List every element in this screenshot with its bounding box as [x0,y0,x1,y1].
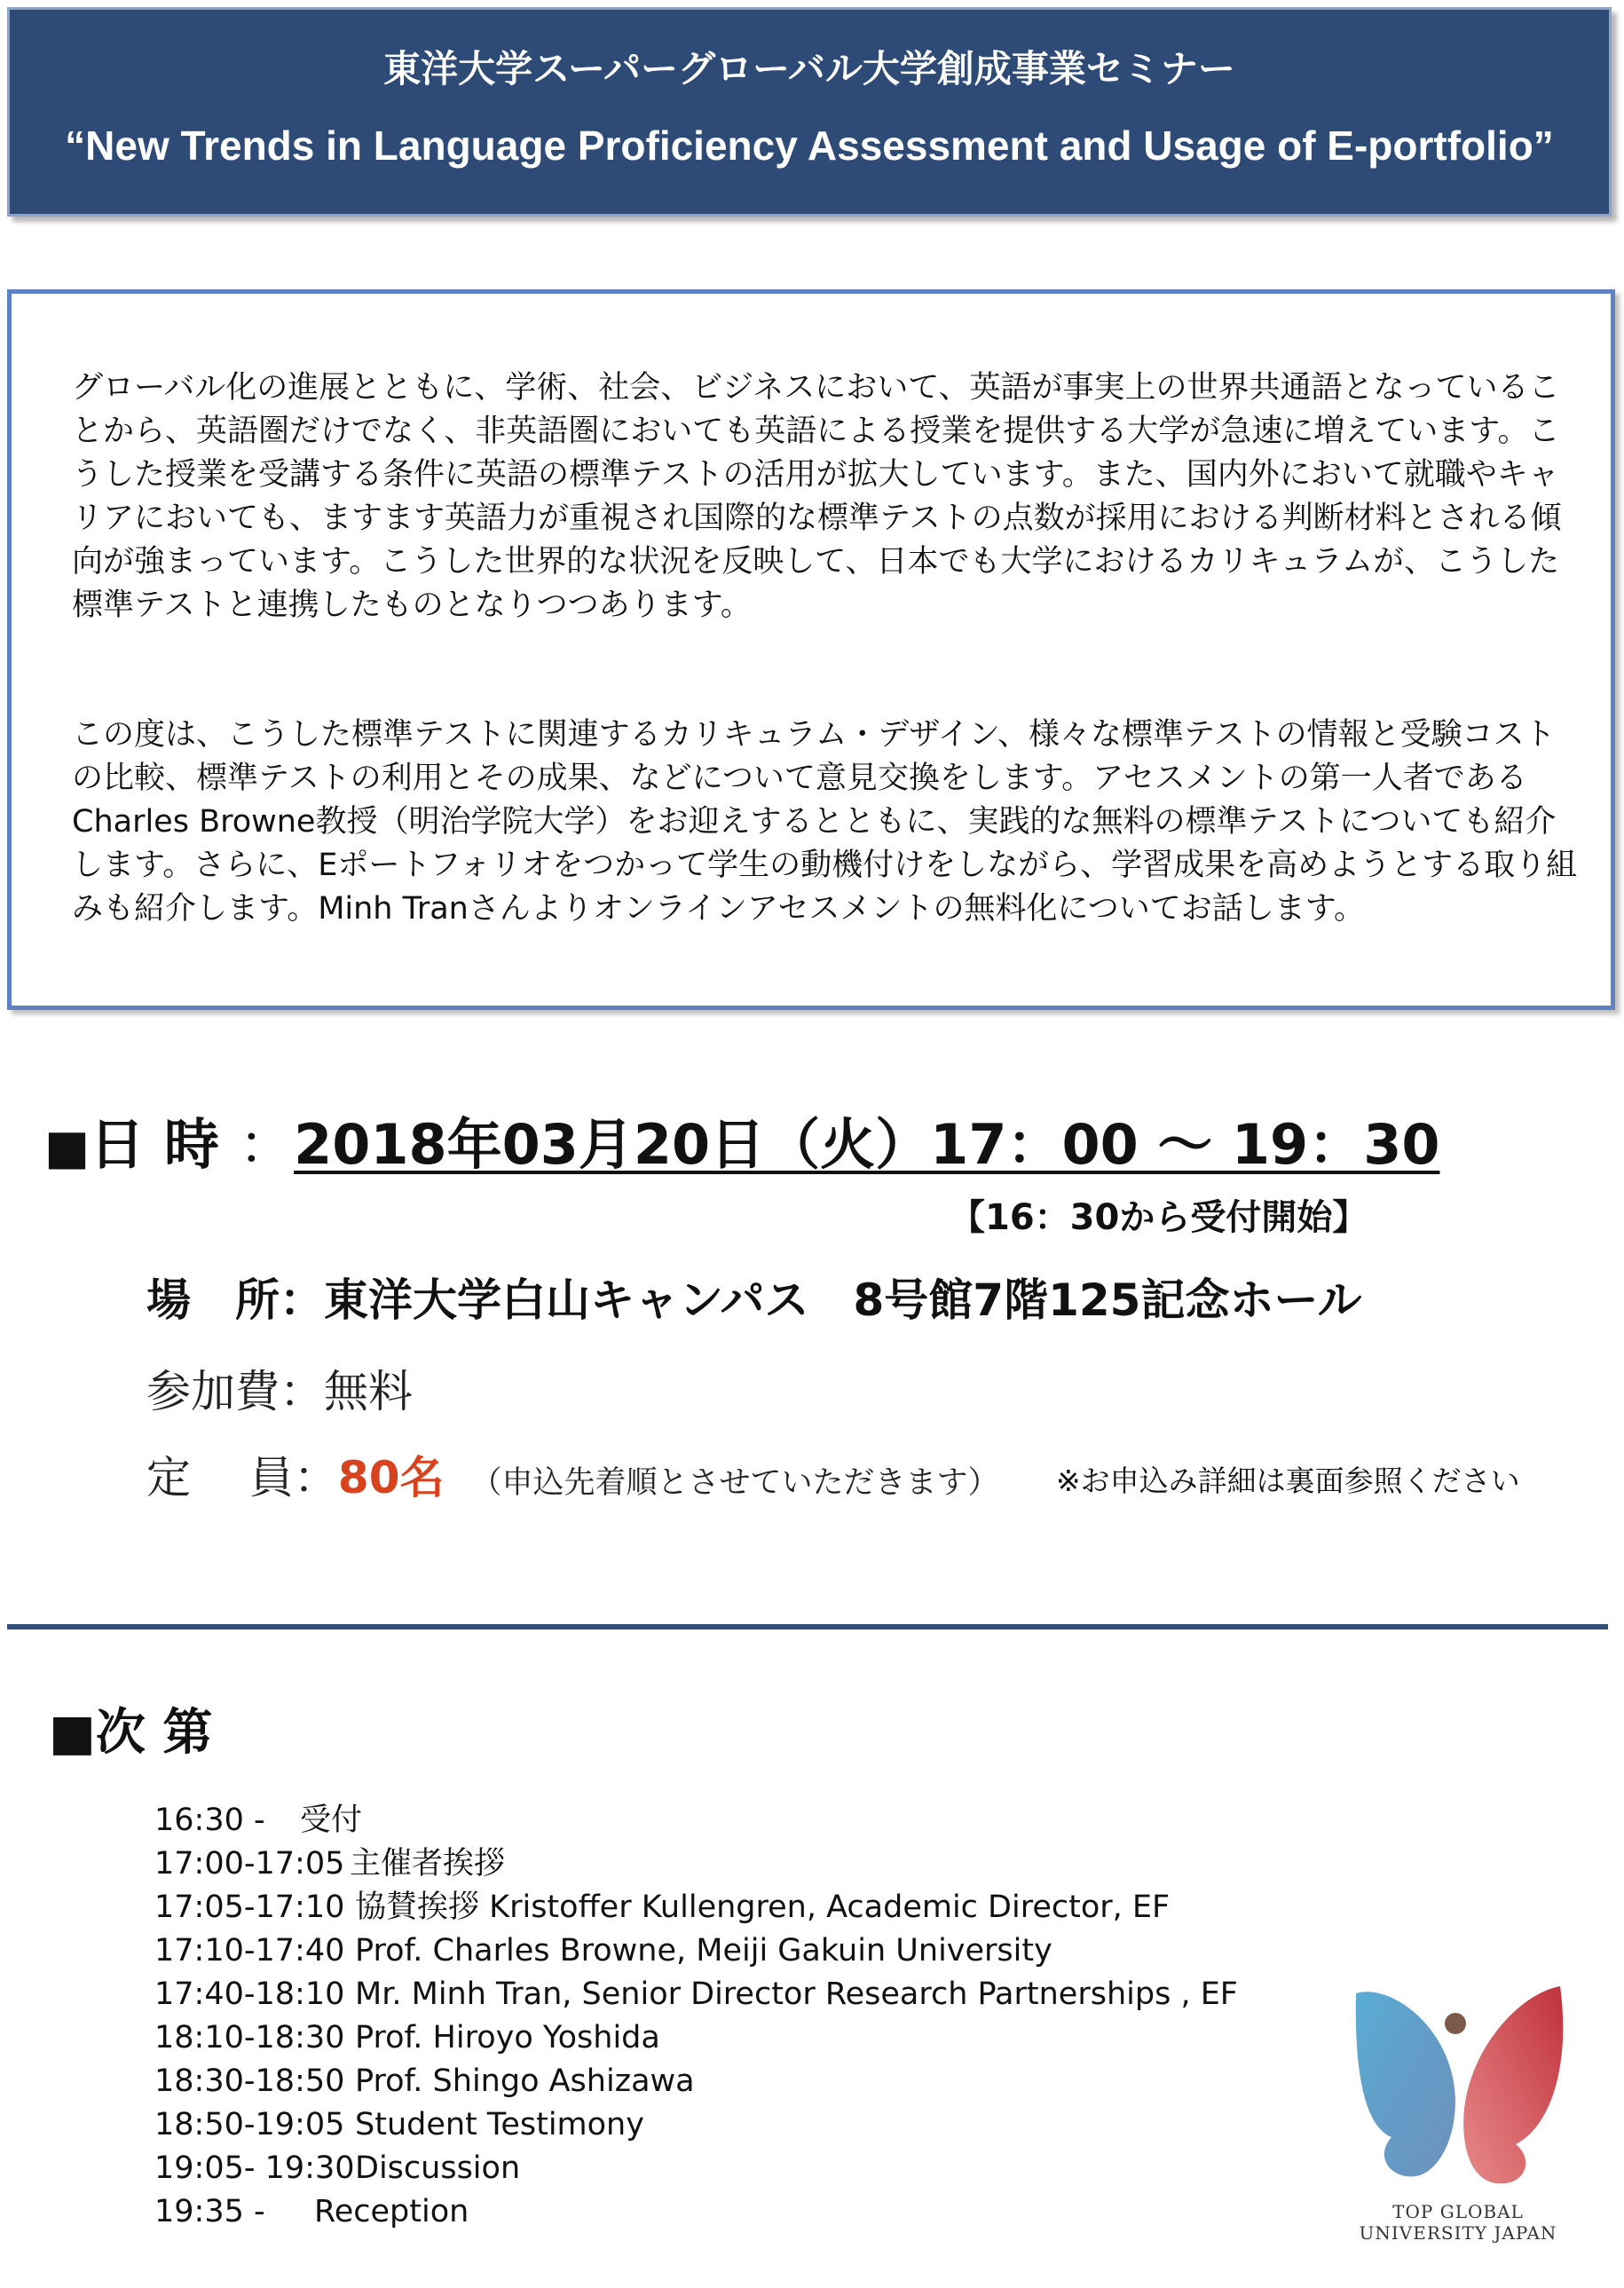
section-divider [7,1624,1608,1629]
schedule-item [154,1799,1308,1842]
schedule-time: 17:05-17:10 [154,1890,345,1925]
title-english: “New Trends in Language Proficiency Assessment and Usage of E-portfolio” [65,122,1554,169]
schedule-desc: 主催者挨拶 [350,1846,506,1882]
schedule-desc: Student Testimony [355,2107,644,2142]
intro-box [7,289,1615,1010]
schedule-item [154,2103,1308,2147]
top-global-university-logo [1338,1976,1578,2251]
schedule-time: 19:05- 19:30 [154,2150,355,2186]
venue-row [146,1265,1361,1329]
date-label: 日時 [90,1112,240,1177]
schedule-item [154,1973,1308,2016]
schedule-time: 16:30 - [154,1803,265,1838]
venue-value: 東洋大学白山キャンパス 8号館7階125記念ホール [324,1274,1362,1326]
bullet-square-icon: ■ [44,1119,91,1175]
schedule-desc: Prof. Hiroyo Yoshida [355,2020,660,2055]
schedule-item [154,2147,1308,2190]
schedule-item [154,2190,1308,2234]
schedule-time: 17:10-17:40 [154,1933,345,1968]
capacity-value: 80名 [337,1452,445,1503]
schedule-time: 18:30-18:50 [154,2063,345,2099]
butterfly-logo-icon [1338,1976,1578,2197]
logo-text-line2: UNIVERSITY JAPAN [1359,2222,1557,2244]
intro-paragraph-1: グローバル化の進展とともに、学術、社会、ビジネスにおいて、英語が事実上の世界共通語となっていることから、英語圏だけでなく、非英語圏においても英語による授業を提供する大学が急速に増えています。こうした授業を受講する条件に英語の標準テストの活用が拡大しています。また、国内外において就職やキャリアにおいても、ますます英語力が重視され国際的な標準テストの点数が採用における判断材料とされる傾向が強まっています。こうした世界的な状況を反映して、日本でも大学におけるカリキュラムが、こうした標準テストと連携したものとなりつつあります。 [72,370,1562,623]
schedule-desc: Discussion [355,2150,521,2186]
schedule-desc: 受付 [300,1803,363,1838]
detail-note: ※お申込み詳細は裏面参照ください [1056,1464,1520,1498]
schedule-desc: Prof. Shingo Ashizawa [355,2063,695,2099]
capacity-note: （申込先着順とさせていただきます） [470,1465,999,1501]
schedule-desc: 協賛挨拶 Kristoffer Kullengren, Academic Director, EF [355,1890,1171,1925]
title-japanese: 東洋大学スーパーグローバル大学創成事業セミナー [383,47,1235,91]
schedule-item [154,1929,1308,1973]
schedule-item [154,2060,1308,2103]
date-colon: ： [239,1112,295,1177]
schedule-desc: Prof. Charles Browne, Meiji Gakuin University [355,1933,1052,1968]
schedule-time: 19:35 - [154,2194,265,2229]
fee-label: 参加費： [146,1366,324,1417]
logo-text-line1: TOP GLOBAL [1392,2201,1524,2222]
fee-value: 無料 [324,1366,413,1417]
schedule-item [154,1886,1308,1929]
venue-label: 場 所： [146,1274,324,1326]
schedule-time: 18:50-19:05 [154,2107,345,2142]
schedule-time: 17:00-17:05 [154,1846,345,1882]
capacity-label: 定 員： [146,1452,338,1503]
schedule-time: 17:40-18:10 [154,1976,345,2012]
schedule-desc: Reception [314,2194,469,2229]
schedule-time: 18:10-18:30 [154,2020,345,2055]
intro-paragraph-2: この度は、こうした標準テストに関連するカリキュラム・デザイン、様々な標準テストの情報と受験コストの比較、標準テストの利用とその成果、などについて意見交換をします。アセスメントの第一人者であるCharles Browne教授（明治学院大学）をお迎えするとともに、実践的な無料の標準テストについても紹介します。さらに、Eポートフォリオをつかって学生の動機付けをしながら、学習成果を高めようとする取り組みも紹介します。Minh Tranさんよりオンラインアセスメントの無料化についてお話します。 [72,717,1578,927]
header-banner [7,7,1612,217]
schedule-item [154,1842,1308,1886]
capacity-row [146,1442,999,1506]
schedule-item [154,2016,1308,2060]
reception-note: 【16：30から受付開始】 [950,1197,1368,1238]
schedule-list [154,1799,1308,2234]
date-value: 2018年03月20日（火）17：00 ～ 19：30 [294,1112,1440,1177]
schedule-desc: Mr. Minh Tran, Senior Director Research Partnerships , EF [355,1976,1238,2012]
date-row [44,1101,1440,1177]
program-heading: ■次 第 [49,1704,213,1762]
fee-row [146,1356,413,1420]
